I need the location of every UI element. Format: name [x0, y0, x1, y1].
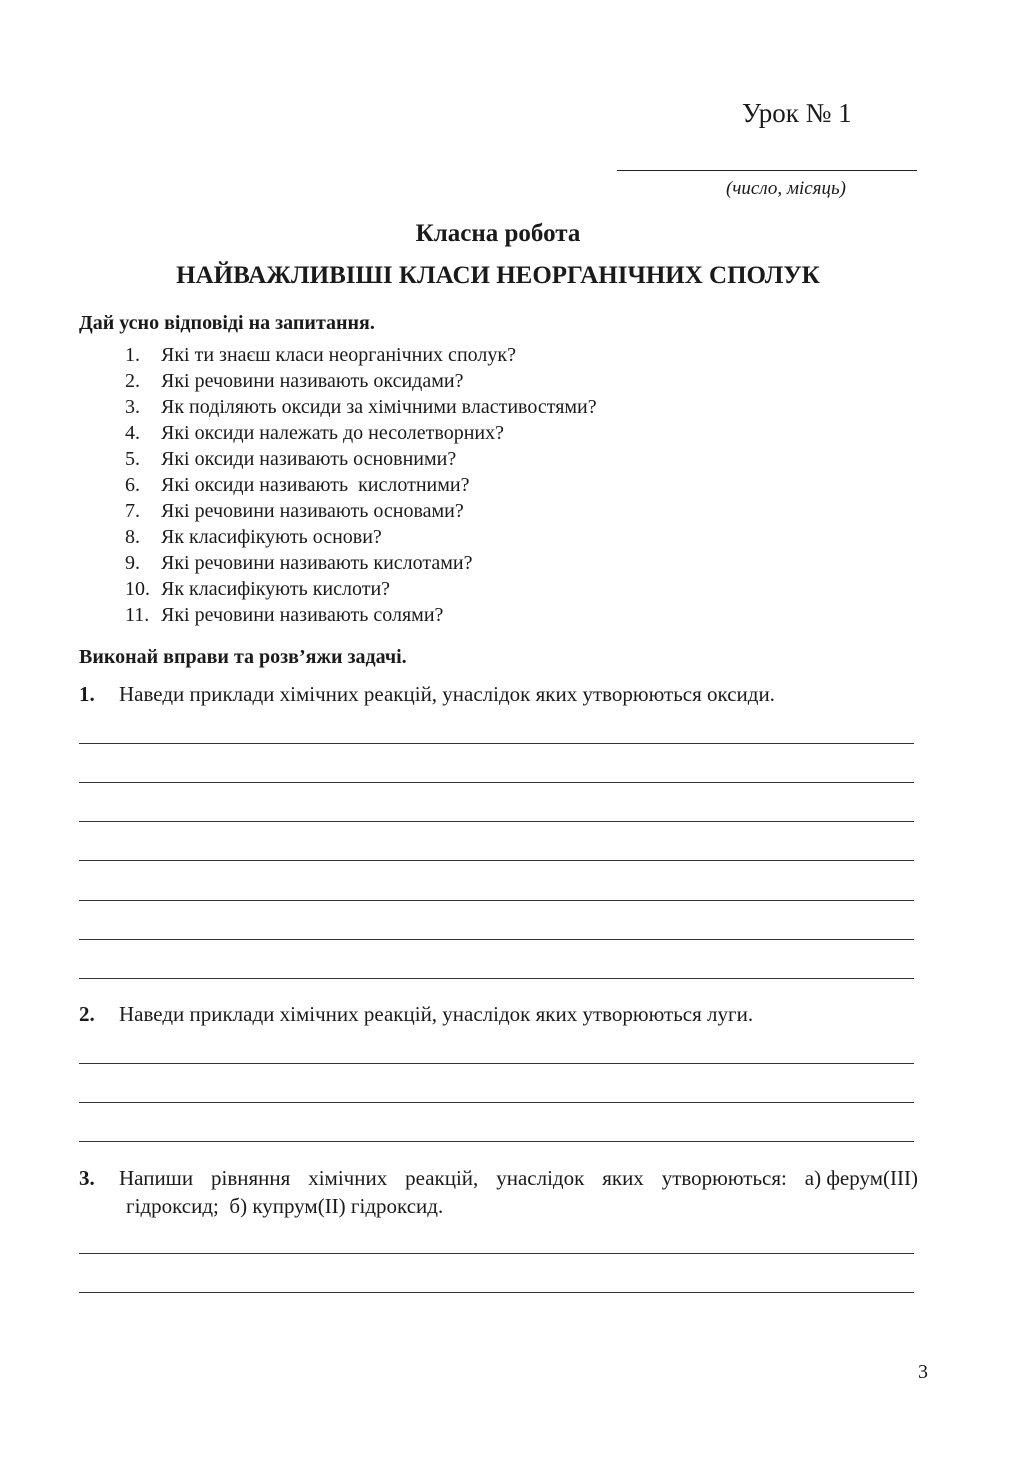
task-1: 1. Наведи приклади хімічних реакцій, унаслідок яких утворюються оксиди. — [79, 682, 775, 706]
question-item: 4. Які оксиди належать до несолетворних? — [125, 422, 504, 444]
task-3-line-2: гідроксид; б) купрум(II) гідроксид. — [126, 1194, 444, 1218]
exercises-heading: Виконай вправи та розв’яжи задачі. — [79, 646, 407, 668]
answer-line[interactable] — [79, 900, 914, 901]
lesson-number: Урок № 1 — [742, 98, 852, 128]
answer-line[interactable] — [79, 1292, 914, 1293]
answer-line[interactable] — [79, 1141, 914, 1142]
answer-line[interactable] — [79, 939, 914, 940]
question-item: 7. Які речовини називають основами? — [125, 500, 464, 522]
page-subtitle: Класна робота — [415, 220, 581, 247]
answer-line[interactable] — [79, 860, 914, 861]
page-title: НАЙВАЖЛИВІШІ КЛАСИ НЕОРГАНІЧНИХ СПОЛУК — [176, 262, 820, 289]
question-item: 5. Які оксиди називають основними? — [125, 448, 457, 470]
date-caption: (число, місяць) — [726, 178, 846, 199]
question-item: 2. Які речовини називають оксидами? — [125, 370, 464, 392]
date-fill-line — [617, 170, 917, 171]
question-item: 9. Які речовини називають кислотами? — [125, 552, 473, 574]
question-item: 10. Як класифікують кислоти? — [125, 578, 391, 600]
page-number: 3 — [918, 1361, 928, 1383]
question-item: 3. Як поділяють оксиди за хімічними властивостями? — [125, 396, 597, 418]
question-item: 8. Як класифікують основи? — [125, 526, 382, 548]
question-item: 6. Які оксиди називають кислотними? — [125, 474, 470, 496]
answer-line[interactable] — [79, 821, 914, 822]
question-item: 11. Які речовини називають солями? — [125, 604, 444, 626]
answer-line[interactable] — [79, 1102, 914, 1103]
task-2: 2. Наведи приклади хімічних реакцій, унаслідок яких утворюються луги. — [79, 1002, 754, 1026]
question-list — [125, 342, 597, 628]
question-item: 1. Які ти знаєш класи неорганічних сполук? — [125, 344, 516, 366]
answer-line[interactable] — [79, 1063, 914, 1064]
answer-line[interactable] — [79, 782, 914, 783]
answer-line[interactable] — [79, 1253, 914, 1254]
answer-line[interactable] — [79, 978, 914, 979]
answer-line[interactable] — [79, 743, 914, 744]
task-3-line-1: 3. Напиши рівняння хімічних реакцій, унаслідок яких утворюються: а) ферум(III) — [79, 1166, 918, 1190]
oral-section-heading: Дай усно відповіді на запитання. — [79, 312, 375, 334]
task-3 — [79, 1164, 918, 1220]
